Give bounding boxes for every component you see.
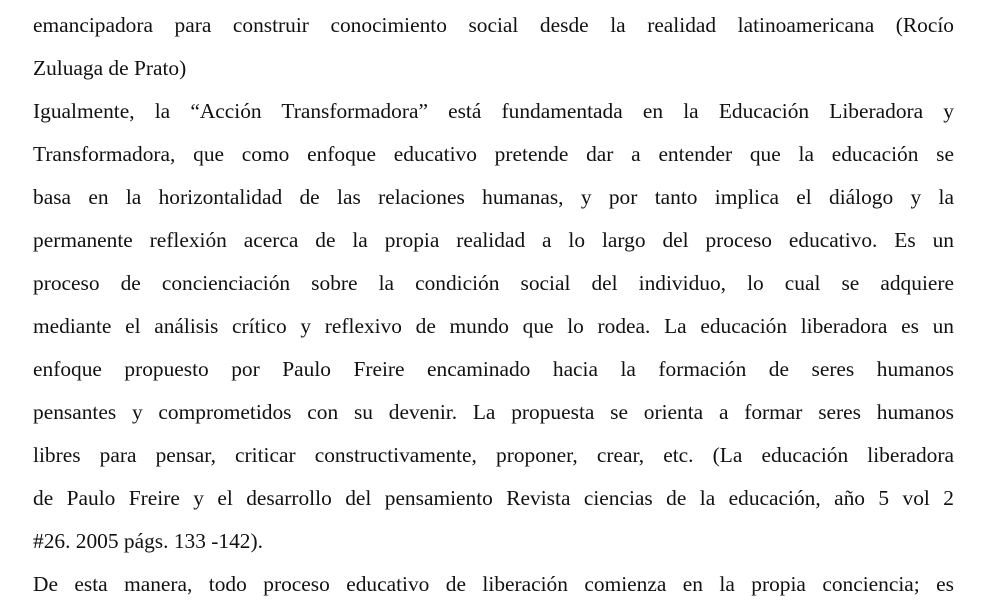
text-line: pensantes y comprometidos con su devenir. La propuesta se orienta a formar seres humanos [33, 400, 954, 424]
text-line: Transformadora, que como enfoque educativo pretende dar a entender que la educación se [33, 142, 954, 166]
text-line: libres para pensar, criticar constructivamente, proponer, crear, etc. (La educación liberadora [33, 443, 954, 467]
text-line: permanente reflexión acerca de la propia realidad a lo largo del proceso educativo. Es un [33, 228, 954, 252]
text-line: mediante el análisis crítico y reflexivo de mundo que lo rodea. La educación liberadora es un [33, 314, 954, 338]
body-text [33, 4, 954, 606]
text-line: enfoque propuesto por Paulo Freire encaminado hacia la formación de seres humanos [33, 357, 954, 381]
text-line: emancipadora para construir conocimiento social desde la realidad latinoamericana (Rocío [33, 13, 954, 37]
text-line: #26. 2005 págs. 133 -142). [33, 529, 263, 553]
text-line: basa en la horizontalidad de las relaciones humanas, y por tanto implica el diálogo y la [33, 185, 954, 209]
text-line: Igualmente, la “Acción Transformadora” está fundamentada en la Educación Liberadora y [33, 99, 954, 123]
text-line: De esta manera, todo proceso educativo de liberación comienza en la propia conciencia; es [33, 572, 954, 596]
text-line: proceso de concienciación sobre la condición social del individuo, lo cual se adquiere [33, 271, 954, 295]
text-line: de Paulo Freire y el desarrollo del pensamiento Revista ciencias de la educación, año 5 vol 2 [33, 486, 954, 510]
text-line: Zuluaga de Prato) [33, 56, 187, 80]
